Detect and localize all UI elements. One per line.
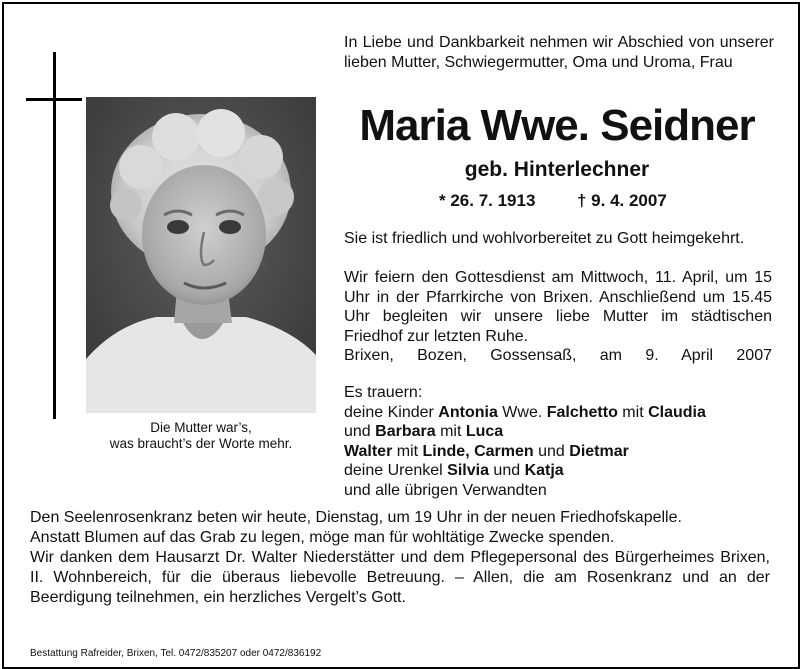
funeral-home-footer: Bestattung Rafreider, Brixen, Tel. 0472/835207 oder 0472/836192 <box>30 648 322 659</box>
mourners-heading: Es trauern: <box>344 384 423 401</box>
maiden-name: geb. Hinterlechner <box>464 158 650 181</box>
mourners-line: und Barbara mit Luca <box>344 423 504 441</box>
mourners-line: Walter mit Linde, Carmen und Dietmar <box>344 442 629 460</box>
photo-caption <box>86 420 316 452</box>
cross-icon-horizontal <box>26 98 82 101</box>
closing-section <box>30 508 770 608</box>
death-date: † 9. 4. 2007 <box>577 191 667 210</box>
funeral-service-text: Wir feiern den Gottesdienst am Mittwoch, 11. April, um 15 Uhr in der Pfarrkirche von Brixen. Anschließend um 15.45 Uhr begleiten wir unsere liebe Mutter im städtischen Friedhof zur letzten Ruhe. <box>344 269 772 345</box>
deceased-name: Maria Wwe. Seidner <box>359 101 755 150</box>
mourners-line: deine Urenkel Silvia und Katja <box>344 462 564 480</box>
donation-text: Anstatt Blumen auf das Grab zu legen, möge man für wohltätige Zwecke spenden. <box>30 529 615 546</box>
birth-date: * 26. 7. 1913 <box>439 191 536 210</box>
thanks-text: Wir danken dem Hausarzt Dr. Walter Niederstätter und dem Pflegepersonal des Bürgerheimes Brixen, II. Wohnbereich, für die überaus liebevolle Betreuung. – Allen, die am Rosenkranz und an der Beerdigung teilnehmen, ein herzliches Vergelt’s Gott. <box>30 549 770 606</box>
photo-caption-line: Die Mutter war’s, <box>150 420 252 435</box>
intro-text: In Liebe und Dankbarkeit nehmen wir Abschied von unserer lieben Mutter, Schwiegermutter, Oma und Uroma, Frau <box>344 34 774 71</box>
rosary-text: Den Seelenrosenkranz beten wir heute, Dienstag, um 19 Uhr in der neuen Friedhofskapelle. <box>30 509 682 526</box>
place-and-date: Brixen, Bozen, Gossensaß, am 9. April 2007 <box>344 347 772 364</box>
portrait-photo <box>86 97 316 413</box>
mourners-line: und alle übrigen Verwandten <box>344 481 547 499</box>
mourners-list <box>344 383 774 501</box>
photo-caption-line: was braucht’s der Worte mehr. <box>109 436 293 451</box>
passing-text: Sie ist friedlich und wohlvorbereitet zu Gott heimgekehrt. <box>344 230 745 247</box>
mourners-line: deine Kinder Antonia Wwe. Falchetto mit Claudia <box>344 403 706 421</box>
cross-icon-vertical <box>53 52 56 419</box>
